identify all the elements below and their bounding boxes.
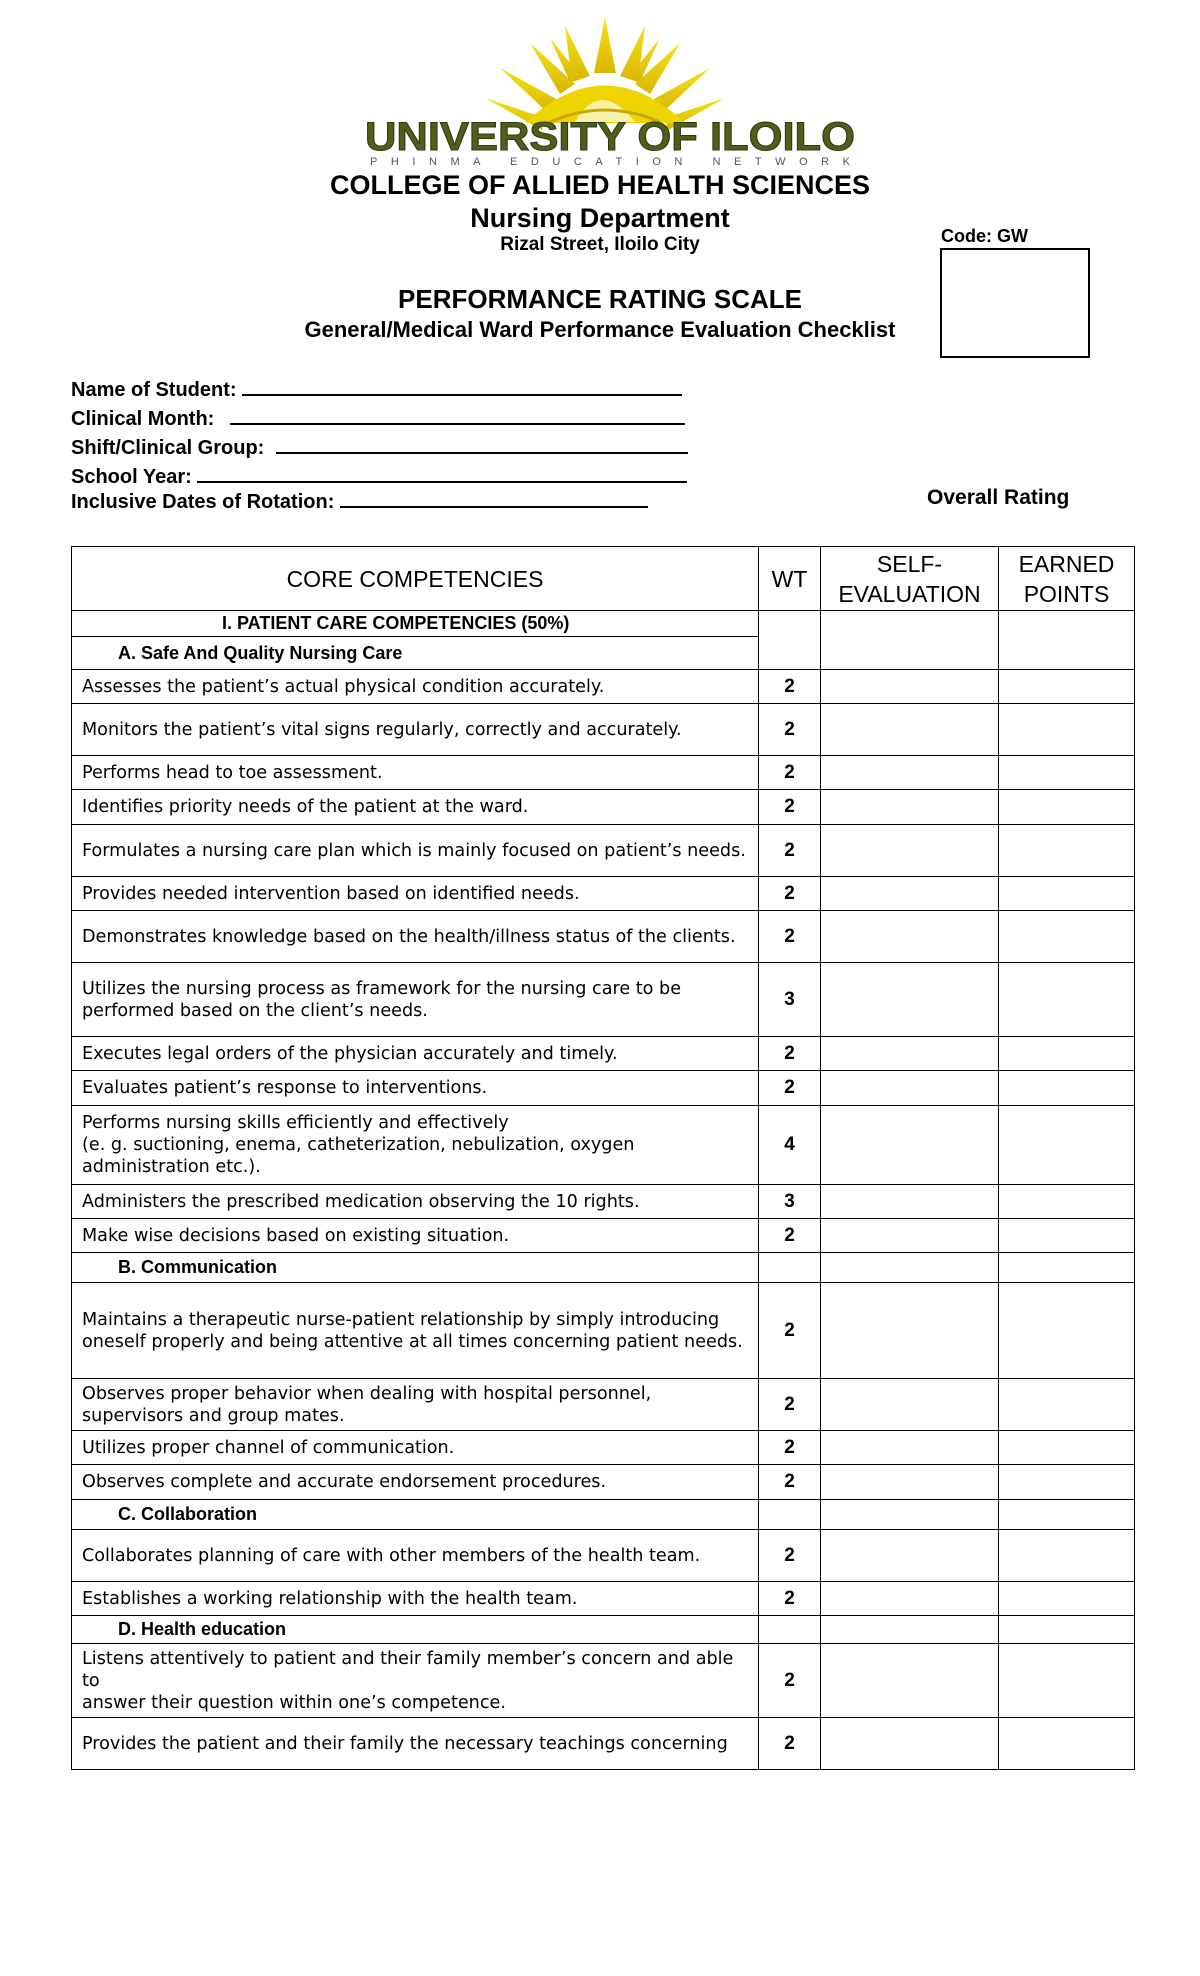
inclusive-dates-blank[interactable]	[340, 488, 648, 508]
competency-text: Maintains a therapeutic nurse-patient relationship by simply introducing oneself properly and being attentive at all times concerning patient needs.	[72, 1283, 759, 1379]
weight-value: 2	[759, 911, 821, 963]
earned-points-cell[interactable]	[999, 825, 1135, 877]
college-name: COLLEGE OF ALLIED HEALTH SCIENCES	[329, 170, 870, 200]
earned-points-cell[interactable]	[999, 1219, 1135, 1253]
table-row	[72, 963, 1135, 1037]
weight-value: 2	[759, 1283, 821, 1379]
earned-points-cell[interactable]	[999, 1106, 1135, 1185]
self-eval-cell[interactable]	[821, 670, 999, 704]
competency-text: Collaborates planning of care with other members of the health team.	[72, 1530, 759, 1582]
competency-text: Make wise decisions based on existing situation.	[72, 1219, 759, 1253]
weight-value: 2	[759, 1582, 821, 1616]
earned-points-cell[interactable]	[999, 1718, 1135, 1770]
weight-value: 2	[759, 1219, 821, 1253]
table-row	[72, 1219, 1135, 1253]
self-eval-cell[interactable]	[821, 1283, 999, 1379]
earned-points-cell[interactable]	[999, 1582, 1135, 1616]
weight-value: 2	[759, 1530, 821, 1582]
code-label: Code: GW	[941, 226, 1028, 246]
subsection-health-education: D. Health education	[72, 1616, 759, 1644]
weight-value: 2	[759, 1718, 821, 1770]
earned-points-cell[interactable]	[999, 911, 1135, 963]
table-header-row	[72, 547, 1135, 611]
self-eval-cell[interactable]	[821, 877, 999, 911]
competency-text: Listens attentively to patient and their family member’s concern and able to answer their question within one’s competence.	[72, 1644, 759, 1718]
self-eval-cell[interactable]	[821, 1037, 999, 1071]
self-eval-cell[interactable]	[821, 1185, 999, 1219]
section-patient-care: I. PATIENT CARE COMPETENCIES (50%)	[72, 611, 759, 637]
header-self-evaluation: SELF-EVALUATION	[821, 547, 999, 611]
student-name-blank[interactable]	[242, 376, 682, 396]
earned-points-cell[interactable]	[999, 790, 1135, 825]
field-label: Shift/Clinical Group:	[71, 437, 265, 459]
self-eval-cell[interactable]	[821, 825, 999, 877]
competency-text: Utilizes proper channel of communication.	[72, 1431, 759, 1465]
school-year-blank[interactable]	[197, 463, 687, 483]
competency-text: Observes complete and accurate endorsement procedures.	[72, 1465, 759, 1500]
weight-value: 2	[759, 790, 821, 825]
self-eval-cell[interactable]	[821, 1253, 999, 1283]
self-eval-cell[interactable]	[821, 756, 999, 790]
self-eval-cell[interactable]	[821, 963, 999, 1037]
subsection-safe-quality-care: A. Safe And Quality Nursing Care	[72, 637, 759, 670]
shift-group-blank[interactable]	[276, 434, 688, 454]
section-row	[72, 611, 1135, 637]
form-subtitle: General/Medical Ward Performance Evaluation Checklist	[304, 317, 896, 342]
competency-text: Evaluates patient’s response to interventions.	[72, 1071, 759, 1106]
self-eval-cell[interactable]	[821, 1644, 999, 1718]
table-row	[72, 1718, 1135, 1770]
weight-value: 3	[759, 1185, 821, 1219]
form-title: PERFORMANCE RATING SCALE	[398, 284, 802, 314]
competency-text: Performs nursing skills efficiently and effectively (e. g. suctioning, enema, catheterization, nebulization, oxygen administration etc.).	[72, 1106, 759, 1185]
table-row	[72, 1185, 1135, 1219]
weight-value: 2	[759, 670, 821, 704]
competency-text: Provides the patient and their family the necessary teachings concerning	[72, 1718, 759, 1770]
self-eval-cell[interactable]	[821, 1616, 999, 1644]
subsection-collaboration: C. Collaboration	[72, 1500, 759, 1530]
table-row	[72, 790, 1135, 825]
department-name: Nursing Department	[470, 203, 730, 233]
earned-points-cell[interactable]	[999, 1500, 1135, 1530]
earned-points-cell[interactable]	[999, 1253, 1135, 1283]
header-core-competencies: CORE COMPETENCIES	[72, 547, 759, 611]
earned-points-cell[interactable]	[999, 1283, 1135, 1379]
table-row	[72, 1465, 1135, 1500]
competency-text: Provides needed intervention based on identified needs.	[72, 877, 759, 911]
self-eval-cell[interactable]	[821, 1718, 999, 1770]
code-box	[940, 248, 1090, 358]
table-row	[72, 1530, 1135, 1582]
competency-text: Administers the prescribed medication observing the 10 rights.	[72, 1185, 759, 1219]
weight-value: 2	[759, 1431, 821, 1465]
weight-value: 3	[759, 963, 821, 1037]
self-eval-cell[interactable]	[821, 1465, 999, 1500]
field-inclusive-dates	[71, 488, 648, 514]
table-row	[72, 1071, 1135, 1106]
earned-points-cell[interactable]	[999, 756, 1135, 790]
earned-points-cell[interactable]	[999, 1037, 1135, 1071]
table-row	[72, 1644, 1135, 1718]
competency-text: Demonstrates knowledge based on the health/illness status of the clients.	[72, 911, 759, 963]
table-row	[72, 756, 1135, 790]
subsection-row	[72, 1253, 1135, 1283]
earned-points-cell[interactable]	[999, 1431, 1135, 1465]
table-row	[72, 1379, 1135, 1431]
earned-points-cell[interactable]	[999, 670, 1135, 704]
logo-wordmark: UNIVERSITY OF ILOILO	[365, 115, 855, 159]
earned-points-cell[interactable]	[999, 1465, 1135, 1500]
earned-points-cell[interactable]	[999, 1644, 1135, 1718]
self-eval-cell[interactable]	[821, 911, 999, 963]
wt-cell	[759, 1500, 821, 1530]
table-row	[72, 877, 1135, 911]
field-label: School Year:	[71, 466, 192, 488]
table-row	[72, 704, 1135, 756]
earned-points-cell[interactable]	[999, 611, 1135, 670]
self-eval-cell[interactable]	[821, 1582, 999, 1616]
self-eval-cell[interactable]	[821, 1530, 999, 1582]
table-row	[72, 1106, 1135, 1185]
clinical-month-blank[interactable]	[230, 405, 685, 425]
self-eval-cell[interactable]	[821, 704, 999, 756]
weight-value: 2	[759, 877, 821, 911]
self-eval-cell[interactable]	[821, 1071, 999, 1106]
self-eval-cell[interactable]	[821, 1500, 999, 1530]
table-row	[72, 1283, 1135, 1379]
earned-points-cell[interactable]	[999, 1379, 1135, 1431]
wt-cell	[759, 611, 821, 670]
header-wt: WT	[759, 547, 821, 611]
weight-value: 2	[759, 704, 821, 756]
header-earned-points: EARNED POINTS	[999, 547, 1135, 611]
wt-cell	[759, 1616, 821, 1644]
logo-network: PHINMA EDUCATION NETWORK	[369, 156, 850, 168]
self-eval-cell[interactable]	[821, 790, 999, 825]
weight-value: 2	[759, 1644, 821, 1718]
field-clinical-month	[71, 405, 685, 431]
weight-value: 2	[759, 825, 821, 877]
weight-value: 2	[759, 1071, 821, 1106]
competency-text: Monitors the patient’s vital signs regularly, correctly and accurately.	[72, 704, 759, 756]
earned-points-cell[interactable]	[999, 1530, 1135, 1582]
subsection-row	[72, 1500, 1135, 1530]
field-school-year	[71, 463, 687, 489]
field-label: Clinical Month:	[71, 408, 215, 430]
subsection-row	[72, 1616, 1135, 1644]
university-logo	[350, 18, 870, 168]
earned-points-cell[interactable]	[999, 1616, 1135, 1644]
earned-points-cell[interactable]	[999, 877, 1135, 911]
weight-value: 2	[759, 1465, 821, 1500]
table-row	[72, 1431, 1135, 1465]
earned-points-cell[interactable]	[999, 1185, 1135, 1219]
weight-value: 4	[759, 1106, 821, 1185]
competency-text: Performs head to toe assessment.	[72, 756, 759, 790]
weight-value: 2	[759, 1037, 821, 1071]
table-row	[72, 1582, 1135, 1616]
table-row	[72, 1037, 1135, 1071]
self-eval-cell[interactable]	[821, 1379, 999, 1431]
competency-text: Identifies priority needs of the patient at the ward.	[72, 790, 759, 825]
earned-points-cell[interactable]	[999, 963, 1135, 1037]
table-row	[72, 670, 1135, 704]
wt-cell	[759, 1253, 821, 1283]
self-eval-cell[interactable]	[821, 1106, 999, 1185]
competency-text: Observes proper behavior when dealing with hospital personnel, supervisors and group mates.	[72, 1379, 759, 1431]
competency-text: Formulates a nursing care plan which is mainly focused on patient’s needs.	[72, 825, 759, 877]
field-label: Name of Student:	[71, 379, 237, 401]
competency-text: Establishes a working relationship with the health team.	[72, 1582, 759, 1616]
address: Rizal Street, Iloilo City	[500, 234, 700, 255]
competency-table	[71, 546, 1135, 1770]
competency-text: Assesses the patient’s actual physical condition accurately.	[72, 670, 759, 704]
field-label: Inclusive Dates of Rotation:	[71, 491, 335, 513]
self-eval-cell[interactable]	[821, 1431, 999, 1465]
self-eval-cell[interactable]	[821, 1219, 999, 1253]
weight-value: 2	[759, 1379, 821, 1431]
weight-value: 2	[759, 756, 821, 790]
earned-points-cell[interactable]	[999, 704, 1135, 756]
self-eval-cell[interactable]	[821, 611, 999, 670]
table-row	[72, 825, 1135, 877]
field-shift-group	[71, 434, 688, 460]
competency-text: Executes legal orders of the physician accurately and timely.	[72, 1037, 759, 1071]
field-student-name	[71, 376, 682, 402]
competency-text: Utilizes the nursing process as framework for the nursing care to be performed based on the client’s needs.	[72, 963, 759, 1037]
table-row	[72, 911, 1135, 963]
subsection-communication: B. Communication	[72, 1253, 759, 1283]
earned-points-cell[interactable]	[999, 1071, 1135, 1106]
overall-rating-label: Overall Rating	[927, 486, 1070, 509]
